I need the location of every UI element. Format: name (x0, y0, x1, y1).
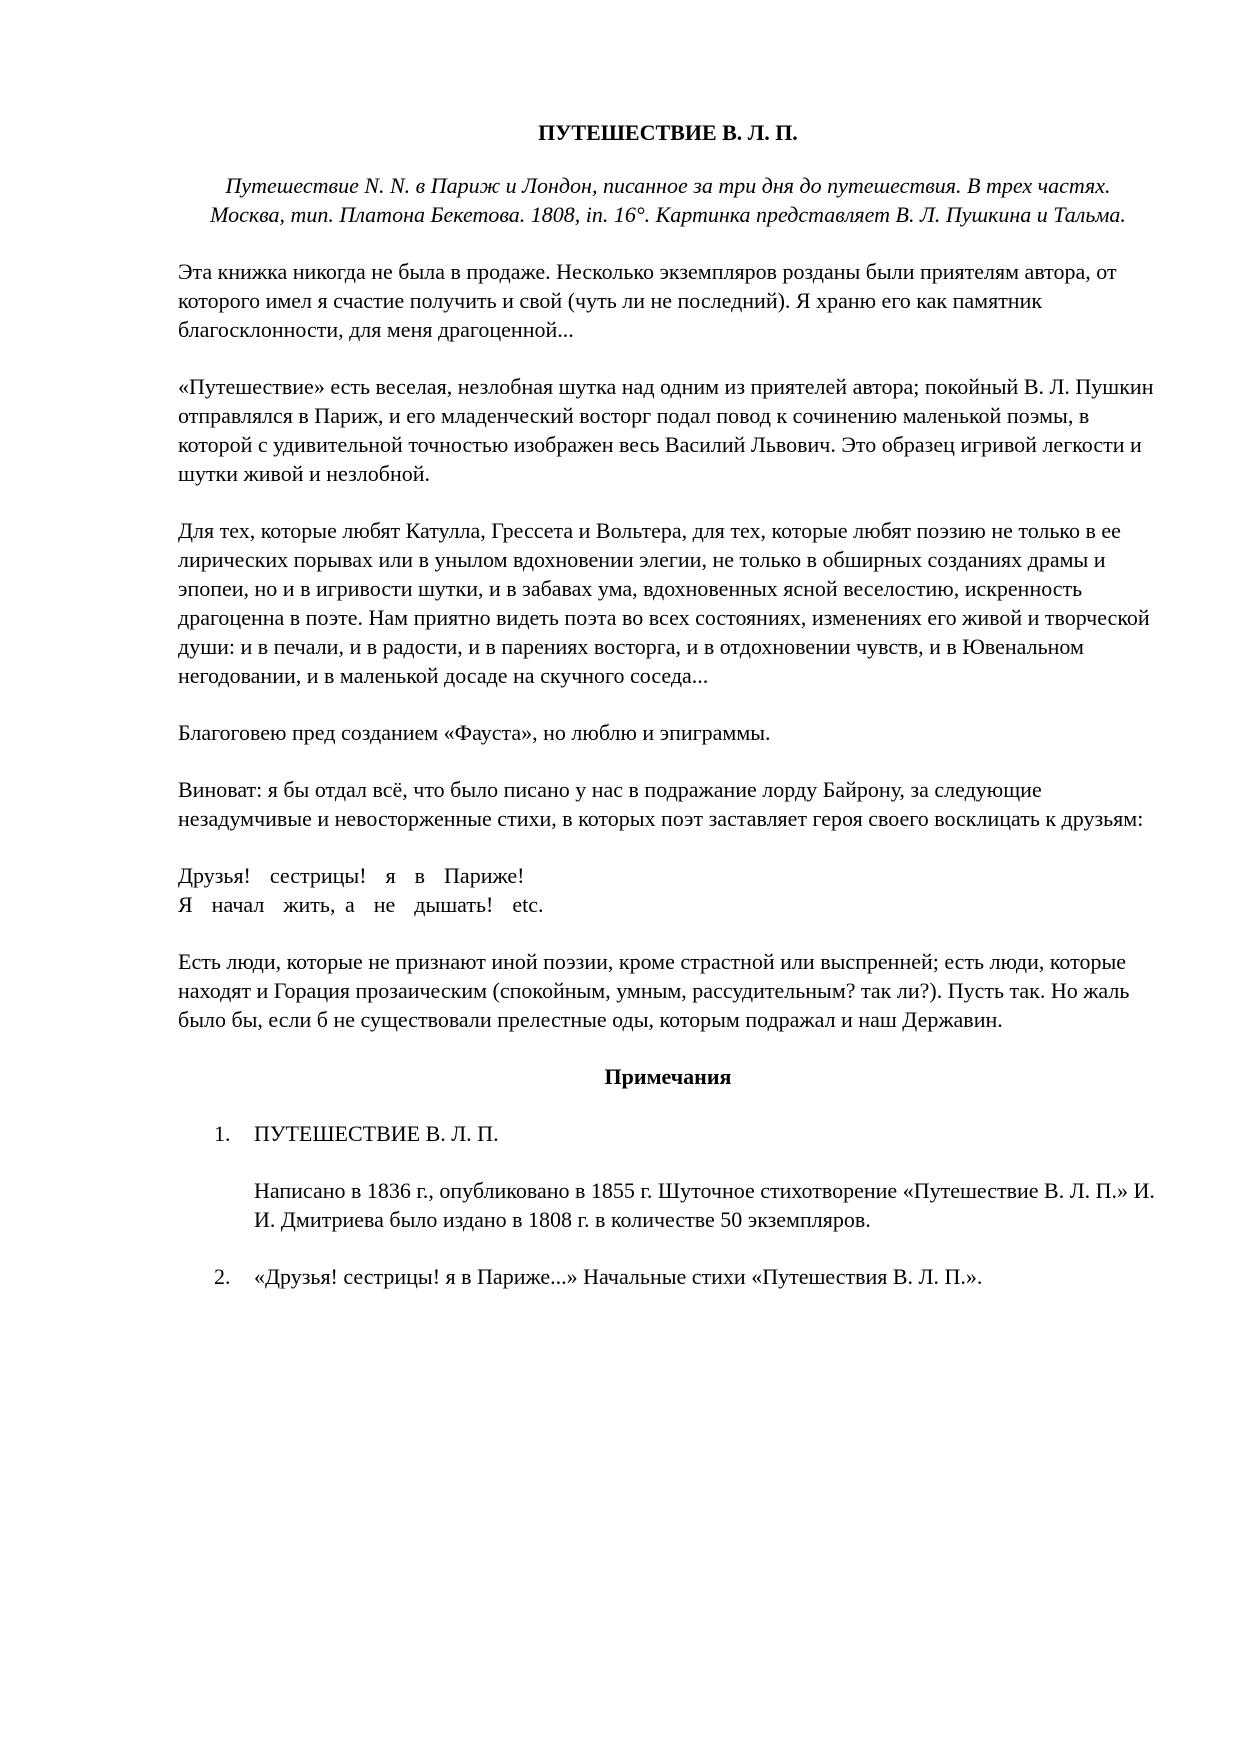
note-item-1 (178, 1119, 1158, 1234)
note-head: ПУТЕШЕСТВИЕ В. Л. П. (254, 1121, 499, 1146)
paragraph-4: Благоговею пред созданием «Фауста», но люблю и эпиграммы. (178, 720, 771, 745)
note-body: Написано в 1836 г., опубликовано в 1855 г. Шуточное стихотворение «Путешествие В. Л. П.» И. И. Дмитриева было издано в 1808 г. в количестве 50 экземпляров. (254, 1178, 1155, 1232)
note-number: 1. (214, 1121, 231, 1146)
document-title: ПУТЕШЕСТВИЕ В. Л. П. (538, 120, 798, 145)
verse-line-2: Я начал жить, а не дышать! etc. (178, 892, 544, 917)
verse-line-1: Друзья! сестрицы! я в Париже! (178, 863, 525, 888)
paragraph-5: Виноват: я бы отдал всё, что было писано у нас в подражание лорду Байрону, за следующие незадумчивые и невосторженные стихи, в которых поэт заставляет героя своего восклицать к друзьям: (178, 777, 1144, 831)
epigraph: Путешествие N. N. в Париж и Лондон, писанное за три дня до путешествия. В трех частях. Москва, тип. Платона Бекетова. 1808, in. 16°. Картинка представляет В. Л. Пушкина и Тальма. (210, 173, 1126, 227)
document-page (178, 118, 1158, 1319)
note-head: «Друзья! сестрицы! я в Париже...» Начальные стихи «Путешествия В. Л. П.». (254, 1264, 983, 1289)
notes-heading: Примечания (604, 1064, 732, 1089)
paragraph-3: Для тех, которые любят Катулла, Грессета и Вольтера, для тех, которые любят поэзию не только в ее лирических порывах или в унылом вдохновении элегии, не только в обширных созданиях драмы и эпопеи, но и в игривости шутки, и в забавах ума, вдохновенных ясной веселостию, искренность драгоценна в поэте. Нам приятно видеть поэта во всех состояниях, изменениях его живой и творческой души: и в печали, и в радости, и в парениях восторга, и в отдохновении чувств, и в Ювенальном негодовании, и в маленькой досаде на скучного соседа... (178, 518, 1150, 688)
note-number: 2. (214, 1264, 231, 1289)
paragraph-1: Эта книжка никогда не была в продаже. Несколько экземпляров розданы были приятелям автора, от которого имел я счастие получить и свой (чуть ли не последний). Я храню его как памятник благосклонности, для меня драгоценной... (178, 259, 1117, 342)
paragraph-2: «Путешествие» есть веселая, незлобная шутка над одним из приятелей автора; покойный В. Л. Пушкин отправлялся в Париж, и его младенческий восторг подал повод к сочинению маленькой поэмы, в которой с удивительной точностью изображен весь Василий Львович. Это образец игривой легкости и шутки живой и незлобной. (178, 374, 1154, 486)
verse-quote (178, 861, 1158, 919)
notes-list (178, 1119, 1158, 1291)
note-item-2 (178, 1262, 1158, 1291)
closing-paragraph: Есть люди, которые не признают иной поэзии, кроме страстной или выспренней; есть люди, которые находят и Горация прозаическим (спокойным, умным, рассудительным? так ли?). Пусть так. Но жаль было бы, если б не существовали прелестные оды, которым подражал и наш Державин. (178, 949, 1130, 1032)
